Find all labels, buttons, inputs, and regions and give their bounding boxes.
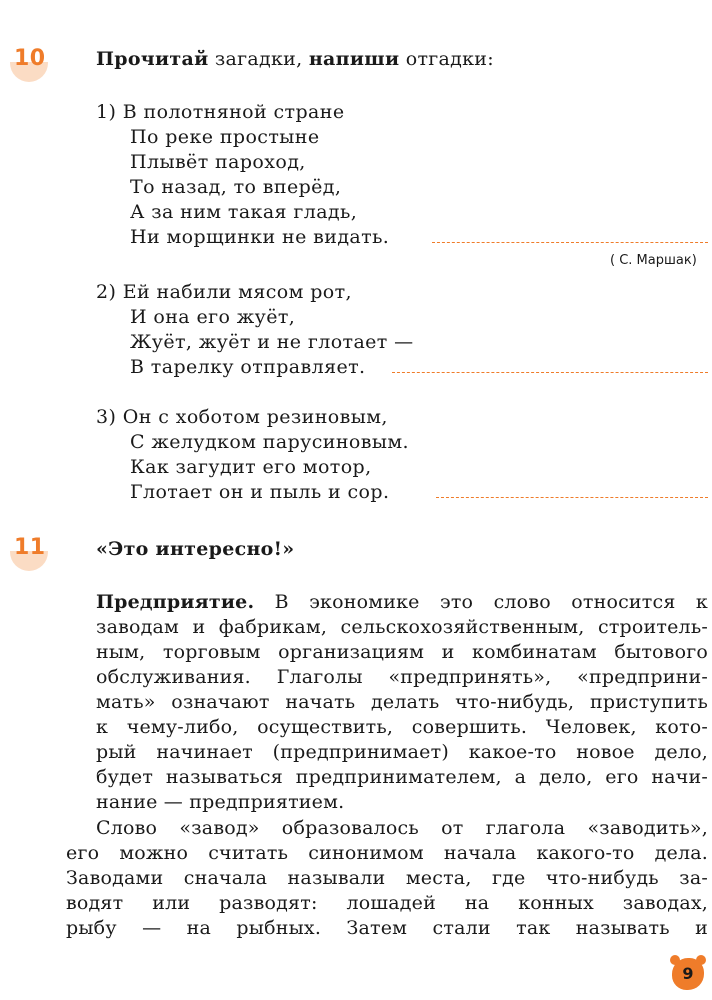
riddle-2 [96, 280, 414, 380]
page-number-badge [672, 958, 704, 990]
paragraph-line: водят или разводят: лошадей на конных заводах, [66, 892, 708, 914]
riddle-author: ( С. Маршак) [610, 253, 697, 268]
riddle-line: В тарелку отправляет. [96, 355, 414, 380]
riddle-line: По реке простыне [130, 126, 320, 148]
paragraph-line: рый начинает (предпринимает) какое-то новое дело, [96, 741, 708, 763]
paragraph-line: к чему-либо, осуществить, совершить. Человек, кото- [96, 716, 708, 738]
task-number-badge-11 [6, 535, 48, 575]
paragraph-line: его можно считать синонимом начала какого-то дела. [66, 842, 708, 864]
riddle-line: Жуёт, жуёт и не глотает — [130, 331, 414, 353]
task-number-badge-10 [6, 46, 48, 86]
heading-bold-read: Прочитай [96, 48, 209, 70]
riddle-line: 2) Ей набили мясом рот, [96, 281, 352, 303]
paragraph-line: Слово «завод» образовалось от глагола «заводить», [96, 817, 708, 839]
paragraph-line: нание — предприятием. [96, 791, 345, 813]
riddle-line: А за ним такая гладь, [130, 201, 358, 223]
riddle-line: Глотает он и пыль и сор. [96, 480, 409, 505]
riddle-line: 1) В полотняной стране [96, 101, 345, 123]
riddle-line: С желудком парусиновым. [130, 431, 409, 453]
riddle-line: Как загудит его мотор, [130, 456, 372, 478]
riddle-line: Ни морщинки не видать. [96, 225, 389, 250]
paragraph-line: Заводами сначала называли места, где что-нибудь за- [66, 867, 708, 889]
heading-bold-write: напиши [308, 48, 400, 70]
heading-interesting: «Это интересно!» [96, 538, 295, 560]
riddle-1 [96, 100, 389, 250]
heading-text: отгадки: [399, 48, 494, 70]
paragraph-line: обслуживания. Глаголы «предпринять», «предприни- [96, 666, 708, 688]
answer-line-3[interactable] [436, 497, 708, 498]
riddle-line: То назад, то вперёд, [130, 176, 342, 198]
answer-line-2[interactable] [392, 372, 708, 373]
page-number: 9 [682, 964, 694, 983]
paragraph-line: ным, торговым организациям и комбинатам бытового [96, 641, 708, 663]
paragraph-line: заводам и фабрикам, сельскохозяйственным, строитель- [96, 616, 708, 638]
task-11-heading [96, 538, 294, 560]
article-paragraph-1 [96, 590, 708, 815]
task-10-heading [96, 48, 494, 70]
riddle-line: 3) Он с хоботом резиновым, [96, 406, 388, 428]
paragraph-line: мать» означают начать делать что-нибудь, приступить [96, 691, 708, 713]
heading-text: загадки, [208, 48, 309, 70]
task-number: 10 [14, 46, 46, 71]
task-number: 11 [14, 535, 46, 560]
article-term: Предприятие. [96, 591, 255, 613]
paragraph-line: рыбу — на рыбных. Затем стали так называть и [66, 917, 708, 939]
paragraph-line: будет называться предпринимателем, а дело, его начи- [96, 766, 708, 788]
article-paragraph-2 [66, 816, 708, 941]
riddle-line: И она его жуёт, [130, 306, 296, 328]
paragraph-line: Предприятие. В экономике это слово относится к [96, 591, 708, 613]
answer-line-1[interactable] [432, 242, 708, 243]
riddle-3 [96, 405, 409, 505]
riddle-line: Плывёт пароход, [130, 151, 306, 173]
